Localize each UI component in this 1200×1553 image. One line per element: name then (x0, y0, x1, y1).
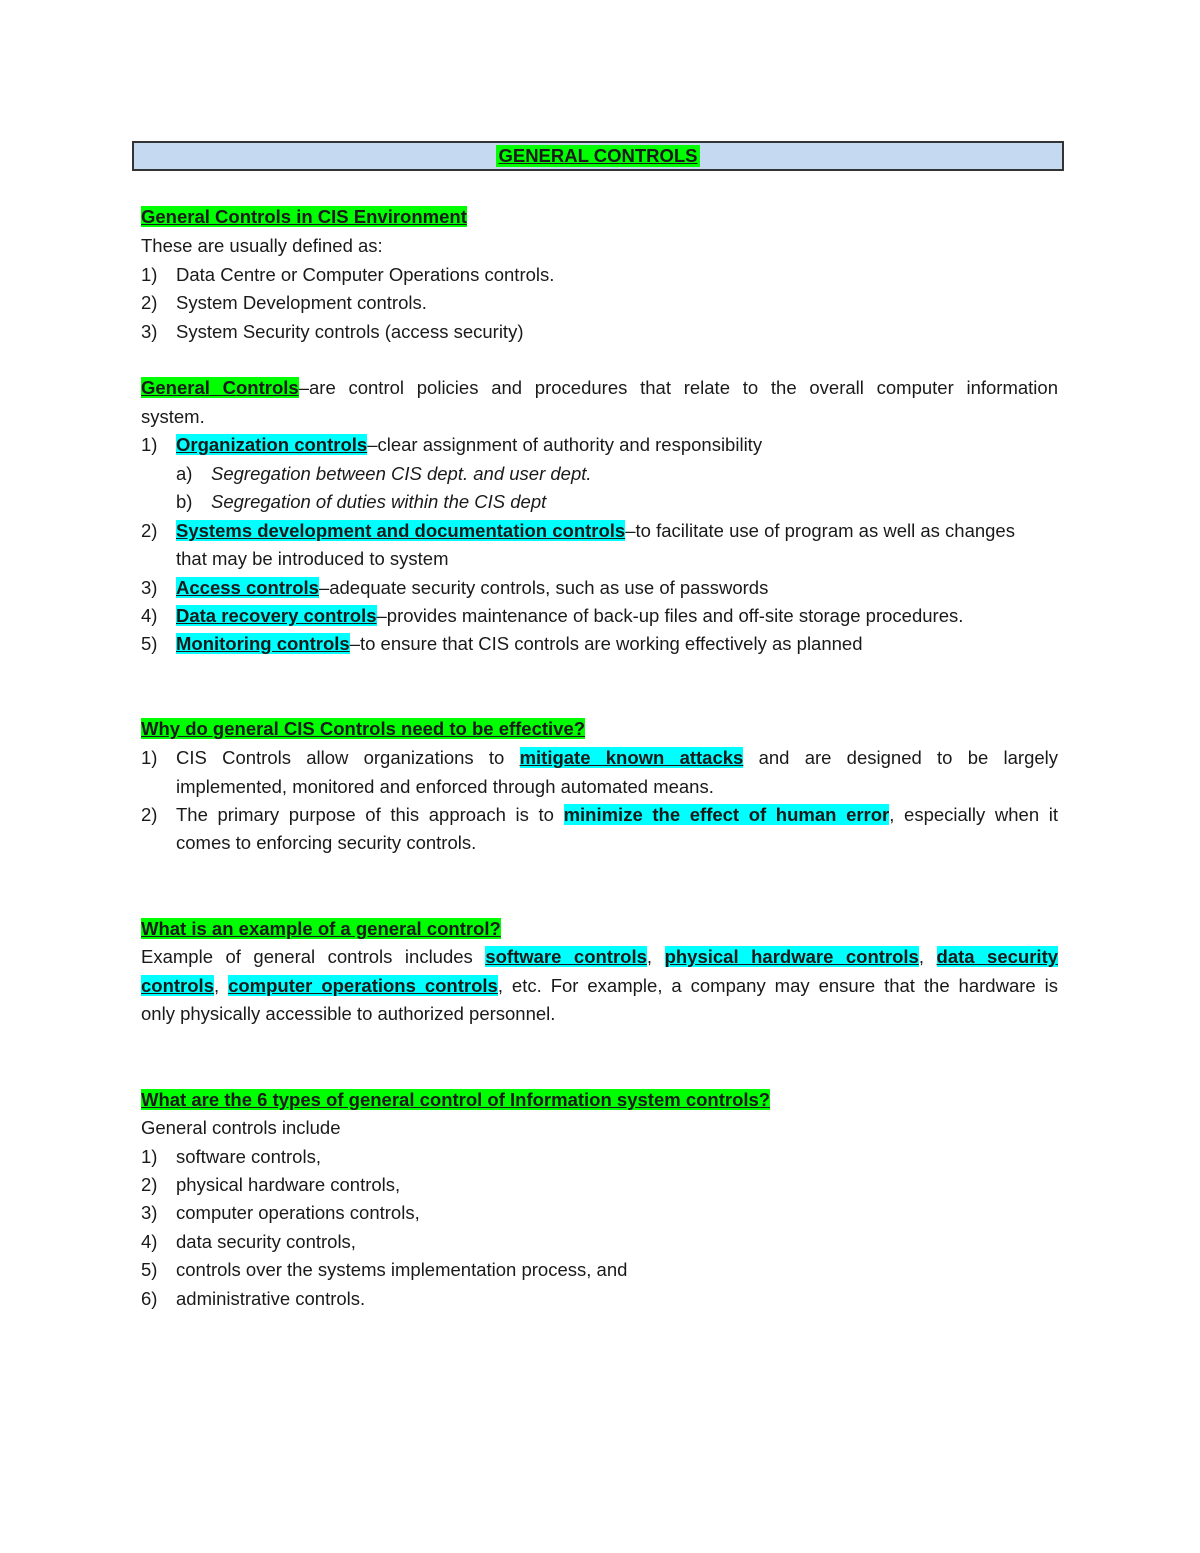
comma: , (213, 975, 220, 996)
section-heading (141, 717, 585, 741)
heading-text: What are the 6 types of general control of Information system controls? (141, 1089, 771, 1110)
list-item-continuation: that may be introduced to system (176, 548, 449, 569)
example-line-2 (141, 974, 1058, 998)
list-item (176, 604, 963, 628)
highlight-term: controls (141, 975, 214, 996)
list-number: 3) (141, 1202, 158, 1223)
list-number: 2) (141, 1174, 158, 1195)
example-line-1 (141, 945, 1058, 969)
list-item: Data Centre or Computer Operations controls. (176, 264, 555, 285)
list-item: software controls, (176, 1146, 321, 1167)
heading-text: What is an example of a general control? (141, 918, 501, 939)
list-number: 1) (141, 264, 158, 285)
heading-text: General Controls in CIS Environment (141, 206, 467, 227)
item-term: Systems development and documentation controls (176, 520, 626, 541)
list-item: System Security controls (access security) (176, 321, 524, 342)
item-term: Monitoring controls (176, 633, 350, 654)
list-item (176, 803, 1058, 827)
item-term: Data recovery controls (176, 605, 377, 626)
comma: , (646, 946, 653, 967)
list-number: 1) (141, 1146, 158, 1167)
list-number: 4) (141, 605, 158, 626)
list-item-continuation: comes to enforcing security controls. (176, 832, 477, 853)
list-item: computer operations controls, (176, 1202, 420, 1223)
comma: , (918, 946, 924, 967)
section-heading (141, 917, 501, 941)
example-line-3: only physically accessible to authorized personnel. (141, 1003, 556, 1024)
sublist-letter: b) (176, 491, 193, 512)
definition-term: General Controls (141, 377, 299, 398)
list-item-continuation: implemented, monitored and enforced through automated means. (176, 776, 714, 797)
list-number: 3) (141, 321, 158, 342)
definition-text: –are control policies and procedures that relate to the overall computer information (298, 377, 1058, 398)
sublist-item: Segregation of duties within the CIS dept (211, 491, 547, 512)
title-box (132, 141, 1064, 171)
highlight-term: physical hardware controls (664, 946, 919, 967)
list-item: System Development controls. (176, 292, 427, 313)
list-item (176, 519, 1015, 543)
item-text: –to ensure that CIS controls are working effectively as planned (349, 633, 863, 654)
list-item (176, 576, 768, 600)
list-number: 1) (141, 747, 158, 768)
item-text: and are designed to be largely (758, 747, 1059, 768)
intro-text: These are usually defined as: (141, 235, 383, 256)
item-term: Access controls (176, 577, 319, 598)
list-item: physical hardware controls, (176, 1174, 401, 1195)
item-text: –clear assignment of authority and responsibility (367, 434, 763, 455)
list-number: 2) (141, 520, 158, 541)
list-number: 6) (141, 1288, 158, 1309)
item-text: –provides maintenance of back-up files and off-site storage procedures. (376, 605, 964, 626)
list-number: 5) (141, 1259, 158, 1280)
highlight-term: computer operations controls (228, 975, 498, 996)
list-number: 2) (141, 292, 158, 313)
definition-paragraph (141, 376, 1058, 400)
list-number: 4) (141, 1231, 158, 1252)
item-text: –to facilitate use of program as well as changes (625, 520, 1015, 541)
section-heading (141, 205, 467, 229)
highlight-term: data security (936, 946, 1059, 967)
list-number: 5) (141, 633, 158, 654)
list-number: 1) (141, 434, 158, 455)
highlight-term: software controls (485, 946, 647, 967)
item-text: , especially when it (889, 804, 1058, 825)
intro-text: General controls include (141, 1117, 341, 1138)
list-item (176, 632, 863, 656)
item-term: Organization controls (176, 434, 368, 455)
example-text: Example of general controls includes (141, 946, 473, 967)
list-number: 3) (141, 577, 158, 598)
list-item: controls over the systems implementation process, and (176, 1259, 628, 1280)
heading-text: Why do general CIS Controls need to be effective? (141, 718, 586, 739)
highlight-term: minimize the effect of human error (563, 804, 890, 825)
list-number: 2) (141, 804, 158, 825)
list-item: data security controls, (176, 1231, 356, 1252)
list-item (176, 433, 762, 457)
item-text: –adequate security controls, such as use of passwords (318, 577, 769, 598)
definition-continuation: system. (141, 406, 205, 427)
section-heading (141, 1088, 770, 1112)
example-text: , etc. For example, a company may ensure that the hardware is (497, 975, 1058, 996)
sublist-item: Segregation between CIS dept. and user dept. (211, 463, 592, 484)
list-item: administrative controls. (176, 1288, 366, 1309)
item-text: The primary purpose of this approach is to (176, 804, 554, 825)
list-item (176, 746, 1058, 770)
page-title: GENERAL CONTROLS (498, 145, 698, 166)
item-text: CIS Controls allow organizations to (176, 747, 505, 768)
sublist-letter: a) (176, 463, 193, 484)
highlight-term: mitigate known attacks (519, 747, 744, 768)
